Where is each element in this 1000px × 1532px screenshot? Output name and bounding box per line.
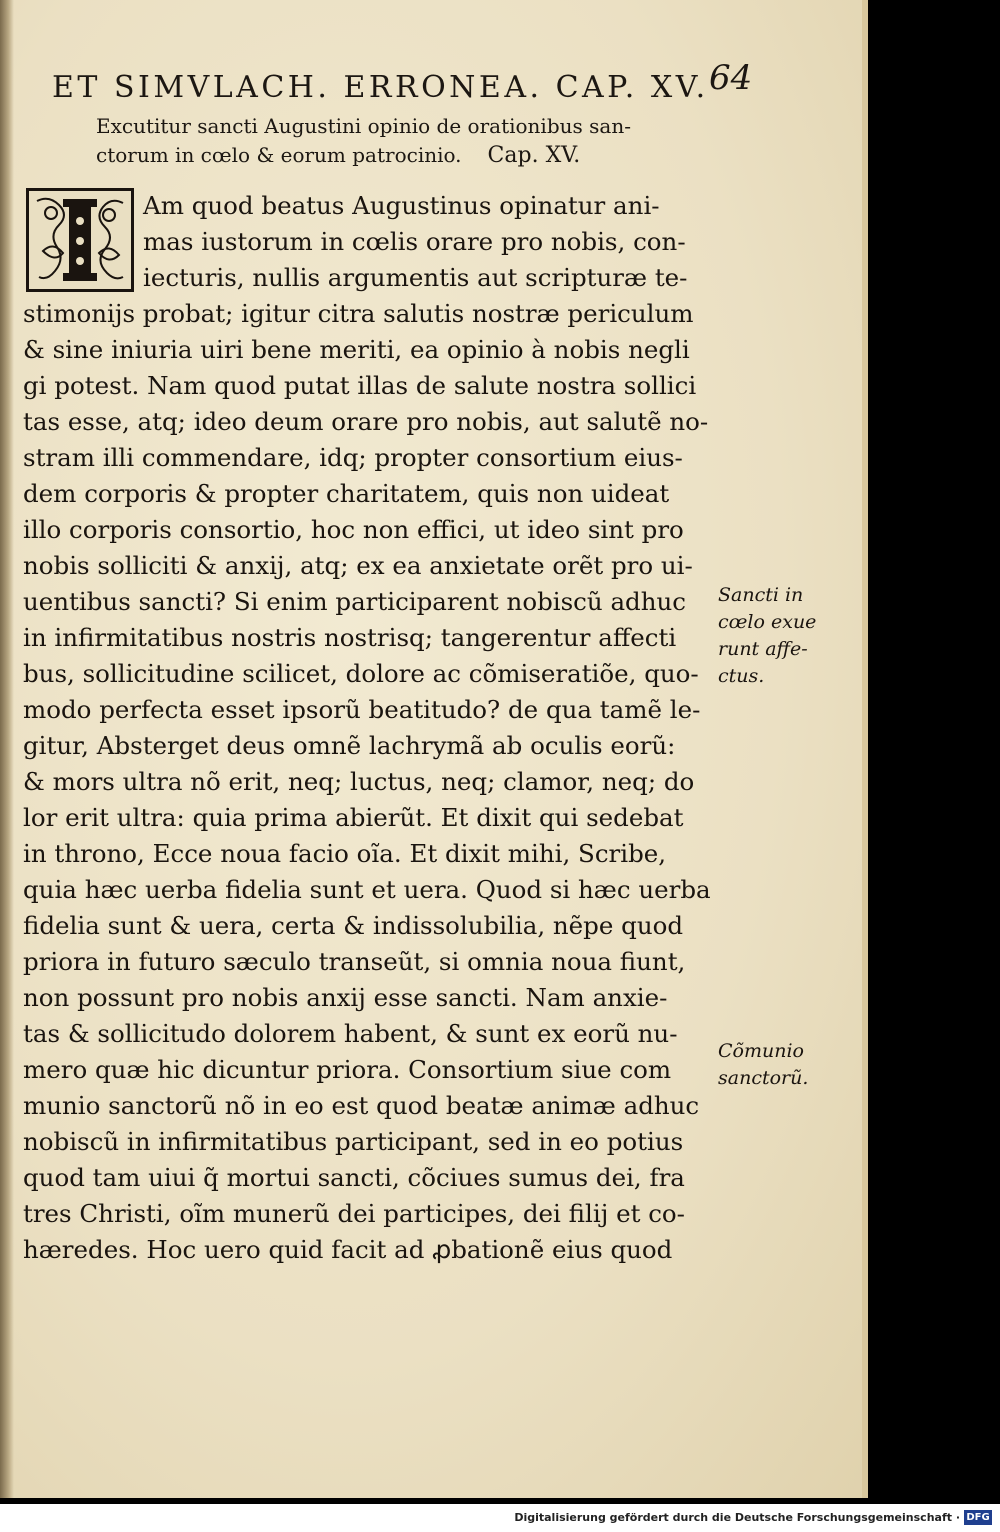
funding-notice: Digitalisierung gefördert durch die Deutsche Forschungsgemeinschaft ·: [514, 1511, 960, 1524]
text-line: illo corporis consortio, hoc non effici, ut ideo sint pro: [23, 515, 684, 544]
text-line: stram illi commendare, idq; propter consortium eius-: [23, 443, 683, 472]
gutter-shadow: [0, 0, 14, 1498]
chapter-heading-line: Excutitur sancti Augustini opinio de orationibus san-: [96, 114, 631, 138]
text-line: uentibus sancti? Si enim participarent nobiscũ adhuc: [23, 587, 687, 616]
text-line: & sine iniuria uiri bene meriti, ea opinio à nobis negli: [23, 335, 690, 364]
running-title: ET SIMVLACH. ERRONEA. CAP. XV.: [52, 70, 709, 105]
text-line: nobis solliciti & anxij, atq; ex ea anxietate orẽt pro ui-: [23, 551, 693, 580]
text-line: non possunt pro nobis anxij esse sancti. Nam anxie-: [23, 983, 668, 1012]
dfg-logo: DFG: [964, 1510, 992, 1525]
margin-note-line: Cõmunio: [718, 1040, 804, 1062]
text-line: mero quæ hic dicuntur priora. Consortium siue com: [23, 1055, 672, 1084]
text-line: tas esse, atq; ideo deum orare pro nobis, aut salutẽ no-: [23, 407, 709, 436]
margin-note-line: ctus.: [718, 665, 765, 687]
text-line: modo perfecta esset ipsorũ beatitudo? de qua tamẽ le-: [23, 695, 701, 724]
text-line: nobiscũ in infirmitatibus participant, sed in eo potius: [23, 1127, 684, 1156]
decorated-initial-image: [29, 191, 131, 289]
text-line: tres Christi, oĩm munerũ dei participes, dei filij et co-: [23, 1199, 685, 1228]
footer-bar: [0, 1504, 1000, 1532]
chapter-number: Cap. XV.: [487, 143, 581, 168]
text-line: dem corporis & propter charitatem, quis non uideat: [23, 479, 670, 508]
text-line: in throno, Ecce noua facio oĩa. Et dixit mihi, Scribe,: [23, 839, 667, 868]
margin-note-line: cœlo exue: [718, 611, 817, 633]
text-line: hæredes. Hoc uero quid facit ad ꝓbationẽ eius quod: [23, 1235, 673, 1264]
margin-note-line: sanctorũ.: [718, 1067, 809, 1089]
initial-letter: I: [78, 245, 82, 256]
text-line: & mors ultra nõ erit, neq; luctus, neq; clamor, neq; do: [23, 767, 695, 796]
chapter-heading-text: ctorum in cœlo & eorum patrocinio.: [96, 143, 462, 167]
decorated-initial: [26, 188, 134, 292]
text-line: munio sanctorũ nõ in eo est quod beatæ animæ adhuc: [23, 1091, 700, 1120]
text-line: quod tam uiui q̃ mortui sancti, cõciues sumus dei, fra: [23, 1163, 685, 1192]
chapter-heading-line: [96, 141, 696, 170]
text-line: fidelia sunt & uera, certa & indissolubilia, nẽpe quod: [23, 911, 684, 940]
margin-note: [718, 1038, 808, 1092]
margin-note-line: Sancti in: [718, 584, 804, 606]
text-line: stimonijs probat; igitur citra salutis nostræ periculum: [23, 299, 694, 328]
text-line: lor erit ultra: quia prima abierũt. Et dixit qui sedebat: [23, 803, 684, 832]
text-line: in infirmitatibus nostris nostrisq; tangerentur affecti: [23, 623, 677, 652]
chapter-heading: [96, 112, 696, 170]
margin-note: [718, 582, 816, 690]
folio-number: 64: [709, 58, 753, 98]
margin-note-line: runt affe-: [718, 638, 808, 660]
text-line: tas & sollicitudo dolorem habent, & sunt ex eorũ nu-: [23, 1019, 678, 1048]
text-line: gitur, Absterget deus omnẽ lachrymã ab oculis eorũ:: [23, 731, 676, 760]
running-head: [52, 58, 752, 108]
text-line: quia hæc uerba fidelia sunt et uera. Quod si hæc uerba: [23, 875, 711, 904]
text-line: Am quod beatus Augustinus opinatur ani-: [143, 191, 660, 220]
text-line: mas iustorum in cœlis orare pro nobis, con-: [143, 227, 686, 256]
text-line: iecturis, nullis argumentis aut scripturæ te-: [143, 263, 688, 292]
text-line: gi potest. Nam quod putat illas de salute nostra sollici: [23, 371, 697, 400]
text-line: bus, sollicitudine scilicet, dolore ac cõmiseratiõe, quo-: [23, 659, 699, 688]
text-line: priora in futuro sæculo transeũt, si omnia noua fiunt,: [23, 947, 686, 976]
